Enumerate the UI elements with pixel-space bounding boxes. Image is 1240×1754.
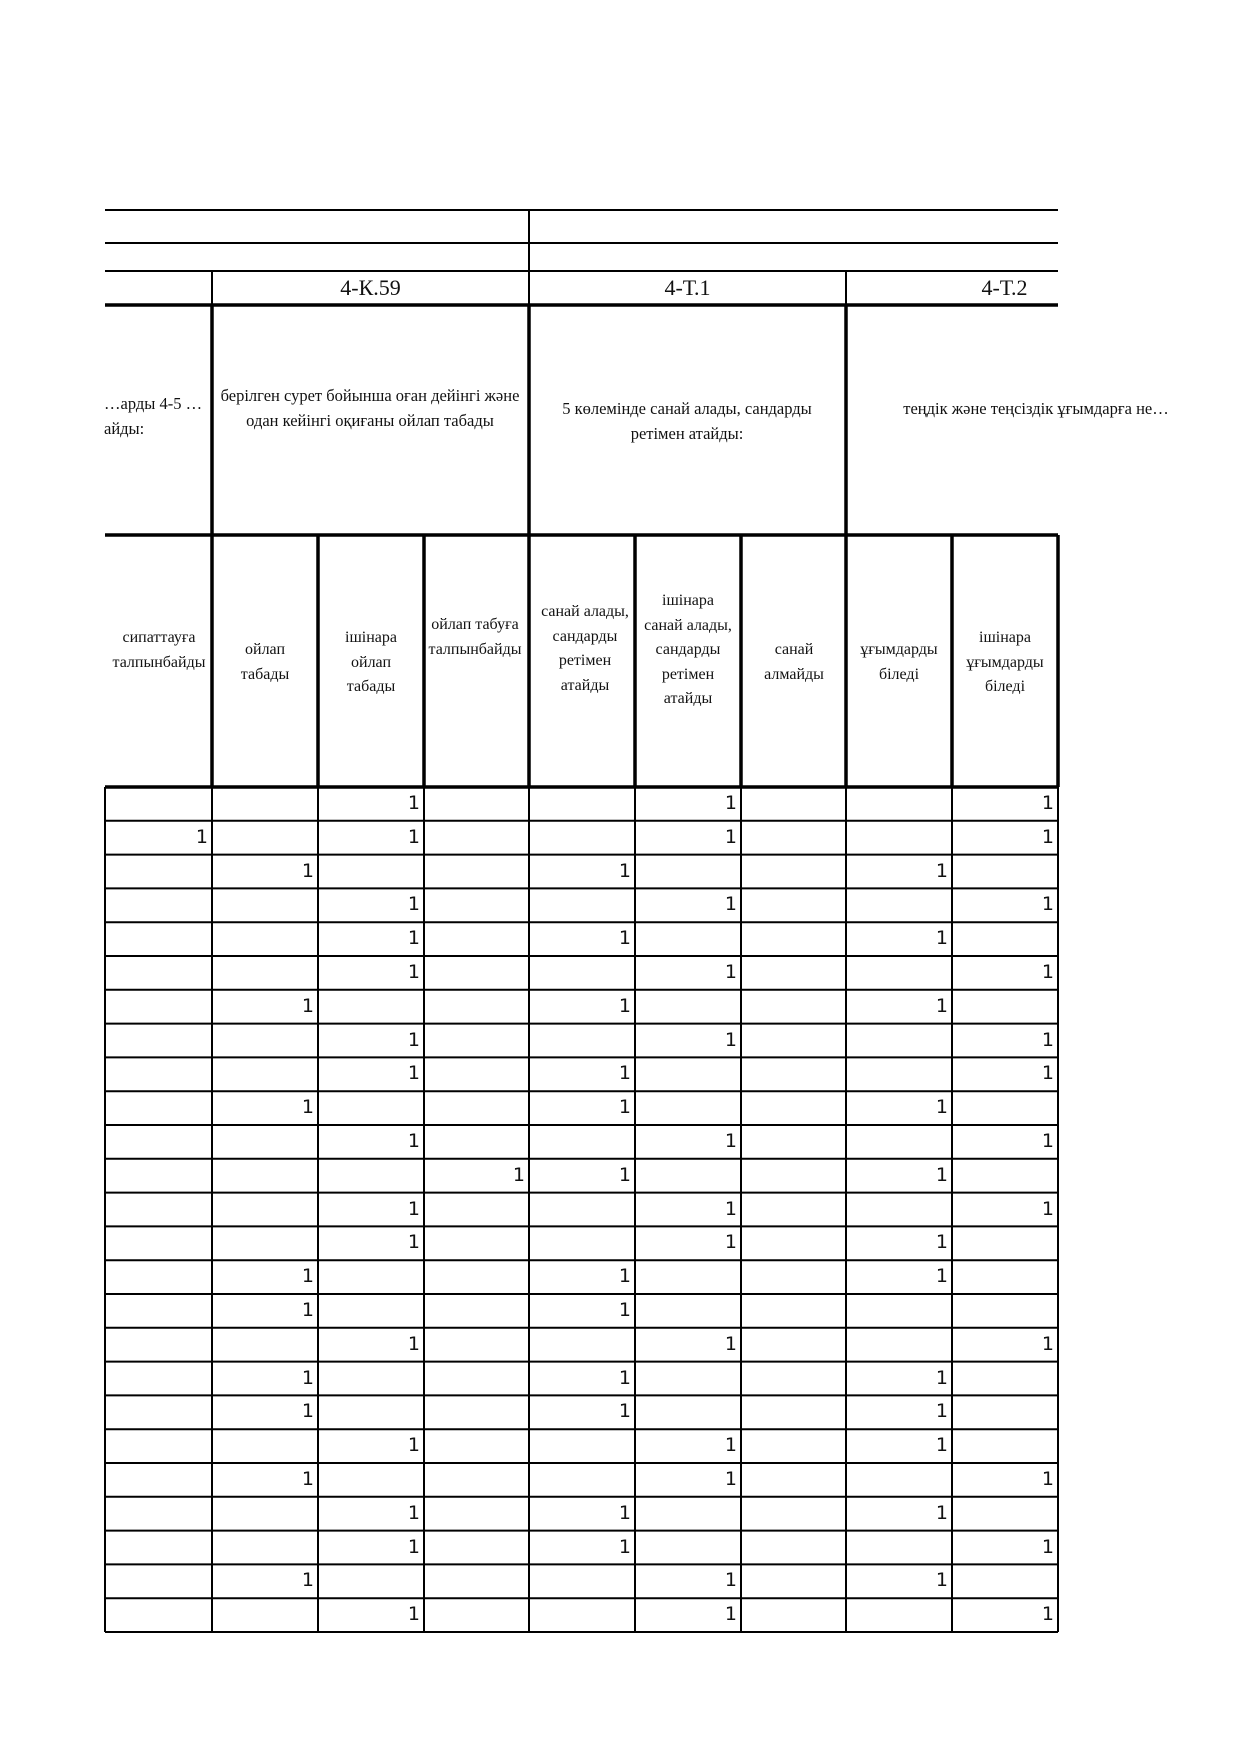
table-cell: 1 — [724, 1569, 737, 1592]
table-cell — [212, 1125, 314, 1158]
table-cell — [318, 1294, 420, 1327]
table-cell: 1 — [935, 1231, 948, 1254]
table-cell — [846, 1125, 948, 1158]
table-cell — [741, 821, 842, 854]
table-cell — [952, 1091, 1054, 1124]
table-cell: 1 — [935, 1501, 948, 1524]
table-cell — [529, 787, 631, 820]
table-cell: 1 — [618, 1163, 631, 1186]
table-cell — [529, 1024, 631, 1057]
table-cell: 1 — [1041, 825, 1054, 848]
table-cell — [105, 1159, 208, 1192]
table-cell — [846, 956, 948, 989]
table-cell: 1 — [301, 1265, 314, 1288]
table-cell — [635, 855, 737, 888]
table-cell: 1 — [724, 1603, 737, 1626]
table-cell — [424, 1531, 525, 1564]
table-cell — [105, 956, 208, 989]
table-cell: 1 — [618, 1096, 631, 1119]
table-cell — [212, 1598, 314, 1631]
subheader-5: ішінара санай алады, сандарды ретімен атайды — [644, 592, 732, 707]
subheader-0: сипаттауға талпынбайды — [112, 629, 206, 671]
table-cell — [529, 956, 631, 989]
table-cell — [529, 1328, 631, 1361]
table-cell — [741, 1125, 842, 1158]
table-cell — [741, 1429, 842, 1462]
table-cell — [635, 1057, 737, 1090]
table-cell — [424, 990, 525, 1023]
table-cell: 1 — [407, 1535, 420, 1558]
table-cell — [952, 1260, 1054, 1293]
table-cell: 1 — [195, 825, 208, 848]
table-cell — [318, 1260, 420, 1293]
group-code-4-t2: 4-Т.2 — [981, 275, 1028, 300]
table-cell — [212, 1226, 314, 1259]
table-cell — [424, 1395, 525, 1428]
table-cell — [212, 888, 314, 921]
table-cell — [105, 922, 208, 955]
table-cell: 1 — [724, 1028, 737, 1051]
subheader-2: ішінара ойлап табады — [345, 629, 397, 695]
table-cell: 1 — [935, 1096, 948, 1119]
table-cell — [635, 1531, 737, 1564]
table-cell: 1 — [1041, 893, 1054, 916]
table-cell — [424, 1362, 525, 1395]
table-cell — [952, 1294, 1054, 1327]
table-cell: 1 — [301, 1400, 314, 1423]
table-cell — [424, 1193, 525, 1226]
table-cell — [318, 1564, 420, 1597]
table-cell: 1 — [724, 1197, 737, 1220]
table-cell: 1 — [407, 825, 420, 848]
table-cell — [318, 1463, 420, 1496]
table-cell — [424, 1429, 525, 1462]
table-cell — [846, 1057, 948, 1090]
table-cell — [741, 1328, 842, 1361]
table-cell — [212, 1531, 314, 1564]
table-cell — [635, 922, 737, 955]
table-cell — [635, 1362, 737, 1395]
table-cell: 1 — [935, 927, 948, 950]
table-cell — [846, 1531, 948, 1564]
table-cell — [318, 1362, 420, 1395]
table-cell: 1 — [618, 1400, 631, 1423]
table-cell — [424, 1057, 525, 1090]
table-cell — [424, 1125, 525, 1158]
table-cell — [318, 1091, 420, 1124]
table-cell: 1 — [407, 893, 420, 916]
table-cell: 1 — [301, 1366, 314, 1389]
table-cell: 1 — [724, 1332, 737, 1355]
table-cell — [741, 990, 842, 1023]
group-code-4-k59: 4-К.59 — [340, 275, 401, 300]
table-cell: 1 — [1041, 1468, 1054, 1490]
table-cell — [952, 1395, 1054, 1428]
table-cell — [952, 1159, 1054, 1192]
table-cell — [105, 1497, 208, 1530]
table-cell — [741, 1159, 842, 1192]
table-cell: 1 — [301, 1096, 314, 1119]
table-cell — [212, 1024, 314, 1057]
table-cell — [741, 787, 842, 820]
table-cell — [424, 1260, 525, 1293]
table-cell — [846, 888, 948, 921]
table-cell — [212, 1429, 314, 1462]
table-cell — [424, 956, 525, 989]
table-cell — [212, 1328, 314, 1361]
table-cell: 1 — [407, 1434, 420, 1457]
table-cell: 1 — [301, 1468, 314, 1490]
table-cell — [105, 990, 208, 1023]
table-cell — [424, 888, 525, 921]
table-cell — [212, 787, 314, 820]
table-cell: 1 — [935, 859, 948, 882]
table-cell: 1 — [618, 1366, 631, 1389]
table-cell — [741, 1193, 842, 1226]
subheader-1: ойлап табады — [240, 641, 290, 683]
table-cell — [952, 855, 1054, 888]
table-cell — [952, 1362, 1054, 1395]
table-cell — [105, 1024, 208, 1057]
table-cell — [424, 1463, 525, 1496]
table-cell — [424, 1226, 525, 1259]
table-cell: 1 — [1041, 1130, 1054, 1152]
table-cell — [105, 1531, 208, 1564]
table-cell — [635, 1260, 737, 1293]
table-cell — [741, 1226, 842, 1259]
table-cell — [635, 1159, 737, 1192]
table-cell — [741, 1024, 842, 1057]
table-cell: 1 — [407, 1062, 420, 1085]
table-cell — [212, 1057, 314, 1090]
group-desc-4-t2-clip — [846, 305, 1169, 535]
table-cell — [424, 1328, 525, 1361]
table-cell: 1 — [935, 1400, 948, 1423]
table-cell — [212, 1159, 314, 1192]
group-desc-4-t2: теңдік және теңсіздік ұғымдарға не… — [903, 399, 1169, 418]
table-cell: 1 — [618, 1501, 631, 1524]
table-cell — [105, 1463, 208, 1496]
table-cell — [212, 956, 314, 989]
table-cell: 1 — [1041, 1197, 1054, 1220]
table-cell: 1 — [724, 1434, 737, 1457]
table-cell — [105, 1226, 208, 1259]
table-cell: 1 — [301, 859, 314, 882]
table-cell: 1 — [618, 1535, 631, 1558]
subheader-8: ішінара ұғымдарды біледі — [966, 629, 1044, 695]
table-cell — [105, 1193, 208, 1226]
table-cell — [741, 922, 842, 955]
table-cell: 1 — [618, 1265, 631, 1288]
table-cell: 1 — [407, 1231, 420, 1254]
table-cell: 1 — [618, 927, 631, 950]
table-cell: 1 — [407, 1130, 420, 1152]
table-cell — [952, 922, 1054, 955]
table-cell — [952, 1564, 1054, 1597]
table-cell: 1 — [407, 1332, 420, 1355]
table-cell: 1 — [618, 994, 631, 1017]
table-cell — [635, 990, 737, 1023]
table-cell — [846, 1294, 948, 1327]
group-desc-0-clip — [105, 305, 212, 535]
table-cell — [424, 1091, 525, 1124]
table-cell — [741, 1260, 842, 1293]
table-cell — [529, 888, 631, 921]
table-cell — [529, 1598, 631, 1631]
table-cell — [952, 990, 1054, 1023]
table-cell — [741, 1463, 842, 1496]
table-cell — [424, 922, 525, 955]
table-cell — [424, 1497, 525, 1530]
table-cell: 1 — [618, 1299, 631, 1321]
table-cell — [105, 1294, 208, 1327]
table-cell: 1 — [618, 1062, 631, 1085]
table-cell — [318, 1159, 420, 1192]
table-cell: 1 — [407, 1603, 420, 1626]
table-cell — [529, 1564, 631, 1597]
table-cell: 1 — [935, 1569, 948, 1592]
table-cell — [529, 1463, 631, 1496]
table-cell — [741, 1091, 842, 1124]
table-cell: 1 — [1041, 792, 1054, 814]
table-cell — [846, 787, 948, 820]
table-cell: 1 — [407, 792, 420, 814]
table-cell — [424, 1294, 525, 1327]
table-cell: 1 — [724, 825, 737, 848]
table-cell: 1 — [301, 994, 314, 1017]
table-cell — [741, 1362, 842, 1395]
table-cell: 1 — [935, 994, 948, 1017]
table-cell: 1 — [1041, 1603, 1054, 1626]
table-cell — [846, 821, 948, 854]
subheader-6: санай алмайды — [764, 641, 824, 683]
table-cell — [105, 1328, 208, 1361]
table-cell: 1 — [724, 792, 737, 814]
table-cell — [952, 1226, 1054, 1259]
table-cell — [424, 1024, 525, 1057]
table-cell: 1 — [724, 1130, 737, 1152]
table-cell: 1 — [935, 1366, 948, 1389]
table-cell — [424, 787, 525, 820]
table-cell — [105, 1125, 208, 1158]
subheader-3: ойлап табуға талпынбайды — [428, 616, 522, 658]
table-cell — [318, 1395, 420, 1428]
table-cell: 1 — [407, 1501, 420, 1524]
table-cell: 1 — [1041, 1535, 1054, 1558]
table-cell — [741, 1057, 842, 1090]
subheader-4: санай алады, сандарды ретімен атайды — [541, 603, 629, 694]
table-cell — [529, 1429, 631, 1462]
table-cell: 1 — [935, 1265, 948, 1288]
table-cell — [846, 1328, 948, 1361]
table-cell: 1 — [1041, 1332, 1054, 1355]
table-cell — [846, 1463, 948, 1496]
table-cell — [529, 821, 631, 854]
table-cell — [105, 1260, 208, 1293]
table-cell — [846, 1598, 948, 1631]
table-cell: 1 — [935, 1434, 948, 1457]
table-cell — [318, 990, 420, 1023]
group-desc-4-t1: 5 көлемінде санай алады, сандарды ретімен атайды: — [562, 399, 812, 443]
table-cell — [741, 1531, 842, 1564]
group-code-4-t1: 4-Т.1 — [664, 275, 711, 300]
table-cell: 1 — [724, 1231, 737, 1254]
table-cell: 1 — [407, 927, 420, 950]
table-cell: 1 — [724, 961, 737, 983]
table-cell — [105, 1564, 208, 1597]
table-cell — [635, 1395, 737, 1428]
table-cell — [741, 888, 842, 921]
table-cell: 1 — [724, 893, 737, 916]
table-cell — [741, 1564, 842, 1597]
table-cell — [846, 1024, 948, 1057]
table-cell: 1 — [512, 1163, 525, 1186]
subheader-7: ұғымдарды біледі — [860, 641, 938, 683]
table-cell — [952, 1429, 1054, 1462]
table-cell — [212, 821, 314, 854]
table-cell — [424, 1564, 525, 1597]
table-cell: 1 — [301, 1569, 314, 1592]
table-cell — [105, 855, 208, 888]
table-cell — [741, 1294, 842, 1327]
table-cell — [741, 956, 842, 989]
table-cell: 1 — [407, 961, 420, 983]
table-cell — [846, 1193, 948, 1226]
table-cell: 1 — [407, 1028, 420, 1051]
table-cell — [212, 1497, 314, 1530]
table-cell — [424, 821, 525, 854]
table-cell — [952, 1497, 1054, 1530]
table-cell — [105, 1429, 208, 1462]
table-cell — [529, 1193, 631, 1226]
table-cell: 1 — [1041, 1028, 1054, 1051]
table-cell: 1 — [618, 859, 631, 882]
table-cell — [424, 1598, 525, 1631]
table-cell — [318, 855, 420, 888]
table-cell — [105, 888, 208, 921]
table-cell — [105, 1362, 208, 1395]
table-cell — [105, 1091, 208, 1124]
table-cell — [741, 1598, 842, 1631]
table-cell: 1 — [301, 1299, 314, 1321]
table-cell: 1 — [407, 1197, 420, 1220]
table-cell — [212, 1193, 314, 1226]
table-cell — [741, 1395, 842, 1428]
group-desc-0: …арды 4-5 …айды: — [104, 394, 203, 438]
table-cell — [635, 1497, 737, 1530]
table-cell — [212, 922, 314, 955]
table-cell — [529, 1226, 631, 1259]
table-cell — [529, 1125, 631, 1158]
table-cell: 1 — [1041, 961, 1054, 983]
table-cell — [741, 855, 842, 888]
table-cell — [105, 1598, 208, 1631]
table-cell — [105, 1395, 208, 1428]
group-desc-4-k59: берілген сурет бойынша оған дейінгі және одан кейінгі оқиғаны ойлап табады — [220, 386, 520, 430]
table-cell: 1 — [935, 1163, 948, 1186]
table-cell — [105, 1057, 208, 1090]
table-cell — [741, 1497, 842, 1530]
table-cell — [635, 1294, 737, 1327]
table-cell — [105, 787, 208, 820]
table-cell — [635, 1091, 737, 1124]
table-cell: 1 — [724, 1468, 737, 1490]
table-cell: 1 — [1041, 1062, 1054, 1085]
table-cell — [424, 855, 525, 888]
